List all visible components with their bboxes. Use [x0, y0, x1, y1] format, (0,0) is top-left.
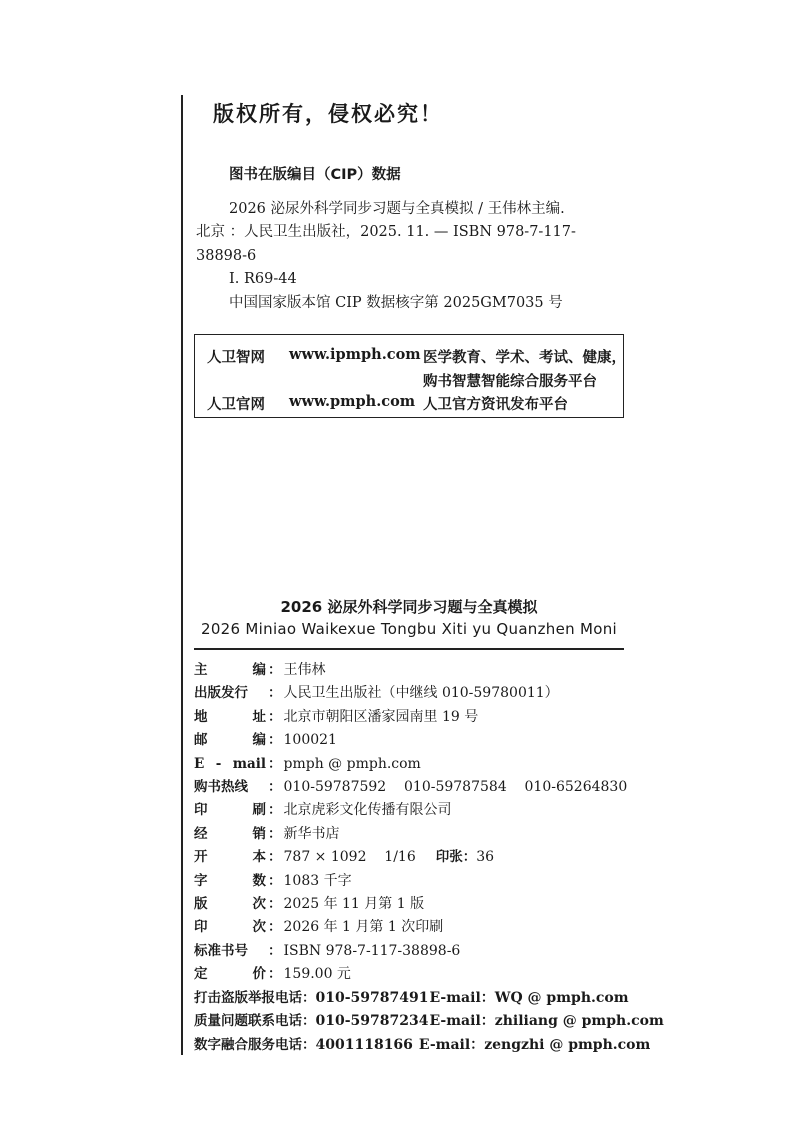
title-divider — [194, 648, 624, 650]
cip-line: Ⅰ. R69-44 — [229, 271, 297, 288]
info-value: 787 × 1092 1/16 印张：36 — [283, 849, 495, 866]
sheets-label: 印张： — [435, 849, 477, 866]
info-row: 主 编 ： 王伟林 — [194, 659, 634, 682]
sheets-value: 36 — [476, 849, 495, 866]
info-label: 出版发行 — [194, 685, 248, 702]
contact-phone: 010-59787234 — [315, 1013, 429, 1030]
info-value: 2025 年 11 月第 1 版 — [283, 895, 425, 912]
info-label: 标准书号 — [194, 942, 248, 959]
publication-info — [194, 659, 634, 986]
contact-label: 数字融合服务电话： — [194, 1036, 316, 1053]
cip-line: 中国国家版本馆 CIP 数据核字第 2025GM7035 号 — [229, 294, 563, 311]
platform-name: 人卫官网 — [207, 397, 265, 413]
contact-row — [194, 987, 634, 1010]
contact-email[interactable]: WQ @ pmph.com — [494, 990, 629, 1006]
info-value: ISBN 978-7-117-38898-6 — [283, 942, 461, 959]
info-label: 定 价 — [194, 966, 266, 983]
info-label: 版 次 — [194, 895, 266, 912]
info-value: 新华书店 — [283, 825, 340, 842]
platform-box — [194, 334, 624, 418]
book-title: 2026 泌尿外科学同步习题与全真模拟 — [280, 598, 538, 616]
info-value: 北京市朝阳区潘家园南里 19 号 — [283, 708, 479, 725]
contact-row — [194, 1010, 664, 1033]
info-value: 1083 千字 — [283, 872, 352, 889]
book-title-pinyin: 2026 Miniao Waikexue Tongbu Xiti yu Quanzhen Moni — [200, 620, 617, 638]
info-value: 2026 年 1 月第 1 次印刷 — [283, 919, 444, 936]
platform-url[interactable]: www.pmph.com — [289, 393, 416, 410]
info-label: 经 销 — [194, 825, 266, 842]
cip-data-block — [196, 198, 626, 315]
info-label: 主 编 — [194, 662, 266, 678]
contact-email-label: E-mail： — [429, 1013, 495, 1030]
info-label: 购书热线 — [194, 778, 248, 795]
contact-block — [194, 987, 664, 1057]
info-value: 010-59787592 010-59787584 010-65264830 — [283, 778, 628, 795]
contact-email[interactable]: zengzhi @ pmph.com — [484, 1036, 651, 1053]
info-label: 地 址 — [194, 708, 266, 725]
cip-line: 2026 泌尿外科学同步习题与全真模拟 / 王伟林主编. — [229, 201, 565, 217]
info-row: E - mail ： pmph @ pmph.com — [194, 753, 634, 776]
info-label: 印 刷 — [194, 802, 266, 819]
info-row: 印 刷 ： 北京虎彩文化传播有限公司 — [194, 799, 634, 822]
info-row: 邮 编 ： 100021 — [194, 729, 634, 752]
info-label: 邮 编 — [194, 732, 266, 749]
info-value[interactable]: pmph @ pmph.com — [283, 755, 421, 772]
info-row: 开 本 ： 787 × 1092 1/16 印张：36 — [194, 846, 634, 869]
info-label: E - mail — [194, 755, 266, 772]
contact-email-label: E-mail： — [429, 990, 495, 1006]
info-label: 字 数 — [194, 872, 266, 889]
platform-desc: 人卫官方资讯发布平台 — [423, 397, 568, 413]
info-row: 出版发行 ： 人民卫生出版社（中继线 010-59780011） — [194, 682, 634, 705]
info-value: 王伟林 — [283, 662, 326, 678]
info-value: 159.00 元 — [283, 966, 351, 983]
copyright-notice: 版权所有，侵权必究！ — [213, 102, 443, 126]
margin-rule — [181, 95, 183, 1055]
platform-name: 人卫智网 — [207, 350, 265, 366]
info-row: 印 次 ： 2026 年 1 月第 1 次印刷 — [194, 916, 634, 939]
info-value: 人民卫生出版社（中继线 010-59780011） — [283, 685, 559, 702]
info-row: 定 价 ： 159.00 元 — [194, 963, 634, 986]
contact-email[interactable]: zhiliang @ pmph.com — [494, 1013, 664, 1030]
info-label: 印 次 — [194, 919, 266, 936]
contact-label: 质量问题联系电话： — [194, 1013, 316, 1030]
info-row: 经 销 ： 新华书店 — [194, 823, 634, 846]
info-row: 购书热线 ： 010-59787592 010-59787584 010-65264830 — [194, 776, 634, 799]
contact-phone: 4001118166 — [315, 1036, 413, 1053]
info-value: 北京虎彩文化传播有限公司 — [283, 802, 452, 819]
contact-email-label: E-mail： — [418, 1036, 485, 1053]
info-value: 100021 — [283, 732, 337, 749]
contact-label: 打击盗版举报电话： — [194, 990, 316, 1006]
info-row: 标准书号 ： ISBN 978-7-117-38898-6 — [194, 940, 634, 963]
platform-desc: 购书智慧智能综合服务平台 — [423, 374, 597, 390]
info-label: 开 本 — [194, 849, 266, 866]
contact-row — [194, 1034, 651, 1057]
cip-line: 北京 ：人民卫生出版社，2025. 11. — ISBN 978-7-117- — [196, 224, 576, 241]
info-row: 地 址 ： 北京市朝阳区潘家园南里 19 号 — [194, 706, 634, 729]
info-row: 字 数 ： 1083 千字 — [194, 870, 634, 893]
platform-url[interactable]: www.ipmph.com — [289, 346, 421, 363]
platform-desc: 医学教育、学术、考试、健康， — [423, 350, 626, 366]
cip-line: 38898-6 — [196, 247, 257, 264]
cip-heading: 图书在版编目（CIP）数据 — [229, 167, 401, 183]
info-row: 版 次 ： 2025 年 11 月第 1 版 — [194, 893, 634, 916]
contact-phone: 010-59787491 — [315, 990, 429, 1006]
